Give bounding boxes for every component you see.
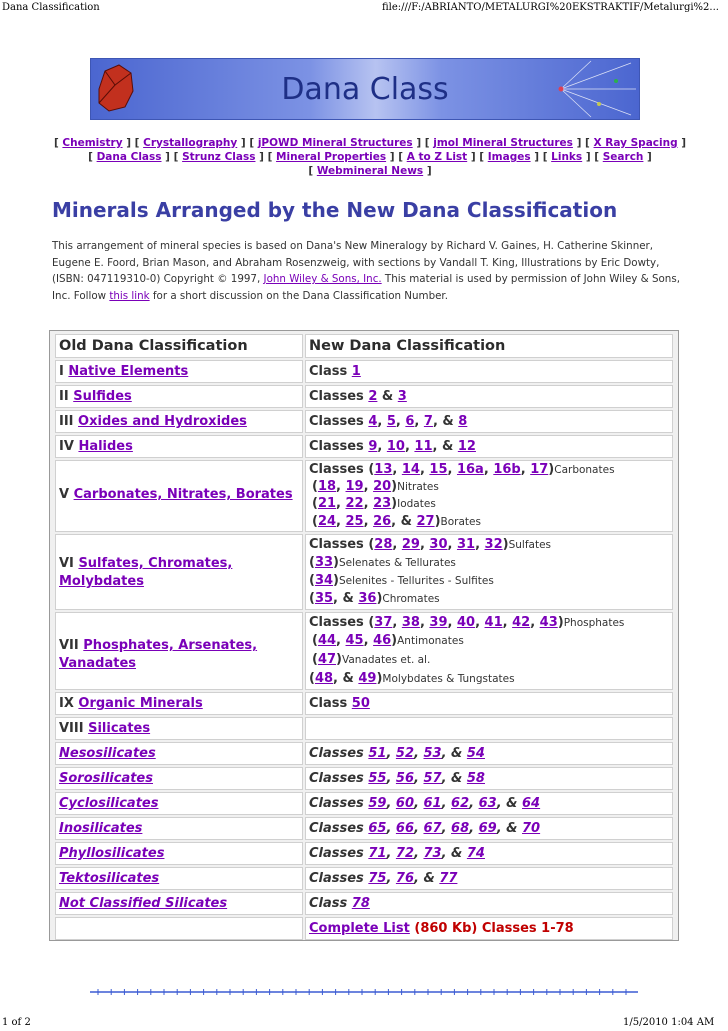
row-sulfides-new: Classes 2 & 3	[305, 385, 673, 408]
nav-dana-link[interactable]: Dana Class	[96, 151, 162, 163]
row-oxides-old: III Oxides and Hydroxides	[55, 410, 303, 433]
class-link[interactable]: 41	[484, 615, 503, 630]
row-sulfates-new: Classes (28, 29, 30, 31, 32)Sulfates (33)Selenates & Tellurates (34)Selenites - Tellurites - Sulfites (35, & 36)Chromates	[305, 534, 673, 610]
row-oxides-new: Classes 4, 5, 6, 7, & 8	[305, 410, 673, 433]
class-link[interactable]: 9	[368, 439, 378, 454]
class-link[interactable]: 72	[395, 846, 414, 861]
row-phyllosilicates-old	[55, 842, 303, 865]
class-link[interactable]: 50	[351, 696, 370, 711]
class-link[interactable]: 36	[358, 591, 377, 606]
row-native-elements-old: I Native Elements	[55, 360, 303, 383]
class-link[interactable]: 53	[423, 746, 442, 761]
class-link[interactable]: 76	[395, 871, 414, 886]
nav-search-link[interactable]: Search	[602, 151, 644, 163]
class-link[interactable]: 25	[345, 514, 364, 529]
class-link[interactable]: 69	[478, 821, 497, 836]
class-link[interactable]: 21	[317, 496, 337, 511]
sorosilicates-link[interactable]: Sorosilicates	[59, 771, 153, 786]
class-link[interactable]: 68	[451, 821, 470, 836]
class-link[interactable]: 40	[456, 615, 476, 630]
class-link[interactable]: 64	[522, 796, 541, 811]
nav-line-3: [ Webmineral News ]	[308, 165, 432, 177]
header-new-dana: New Dana Classification	[305, 334, 673, 358]
row-cyclosilicates-old	[55, 792, 303, 815]
row-organic-old: IX Organic Minerals	[55, 692, 303, 715]
row-carbonates-new: Classes (13, 14, 15, 16a, 16b, 17)Carbonates (18, 19, 20)Nitrates (21, 22, 23)Iodates (24, 25, 26, & 27)Borates	[305, 460, 673, 532]
inosilicates-link[interactable]: Inosilicates	[59, 821, 143, 836]
class-link[interactable]: 78	[351, 896, 370, 911]
cyclosilicates-link[interactable]: Cyclosilicates	[59, 796, 159, 811]
print-header-title: Dana Classification	[2, 2, 100, 13]
intro-text-3: for a short discussion on the Dana Classification Number.	[149, 289, 448, 302]
class-link[interactable]: 62	[451, 796, 470, 811]
tektosilicates-link[interactable]: Tektosilicates	[59, 871, 160, 886]
intro-text-2: This material is used by permission of John Wiley & Sons, Inc. Follow	[52, 273, 680, 302]
row-not-classified-new: Class 78	[305, 892, 673, 915]
class-link[interactable]: 24	[317, 514, 337, 529]
class-link[interactable]: 46	[373, 633, 392, 648]
class-link[interactable]: 54	[466, 746, 485, 761]
class-link[interactable]: 28	[374, 537, 393, 552]
class-link[interactable]: 29	[401, 537, 420, 552]
class-link[interactable]: 15	[429, 462, 448, 477]
row-halides-old: IV Halides	[55, 435, 303, 458]
nesosilicates-link[interactable]: Nesosilicates	[59, 746, 156, 761]
class-link[interactable]: 30	[429, 537, 448, 552]
phosphates-link[interactable]: Phosphates, Arsenates, Vanadates	[59, 638, 258, 671]
class-link[interactable]: 57	[423, 771, 442, 786]
class-link[interactable]: 49	[358, 671, 377, 686]
class-link[interactable]: 61	[423, 796, 442, 811]
intro-paragraph	[52, 238, 680, 304]
class-link[interactable]: 5	[386, 414, 396, 429]
class-link[interactable]: 32	[484, 537, 503, 552]
class-link[interactable]: 27	[416, 514, 435, 529]
row-phosphates-old: VII Phosphates, Arsenates, Vanadates	[55, 612, 303, 690]
class-link[interactable]: 77	[439, 871, 458, 886]
row-organic-new: Class 50	[305, 692, 673, 715]
class-link[interactable]: 23	[373, 496, 392, 511]
row-nesosilicates-new: Classes 51, 52, 53, & 54	[305, 742, 673, 765]
class-link[interactable]: 34	[314, 573, 334, 588]
row-sorosilicates-old	[55, 767, 303, 790]
class-link[interactable]: 10	[386, 439, 405, 454]
row-complete-list	[305, 917, 673, 940]
nav-crystallography-link[interactable]: Crystallography	[143, 137, 238, 149]
silicates-link[interactable]: Silicates	[88, 721, 151, 736]
native-elements-link[interactable]: Native Elements	[68, 364, 189, 379]
class-link[interactable]: 26	[373, 514, 392, 529]
sulfates-link[interactable]: Sulfates, Chromates, Molybdates	[59, 556, 233, 589]
row-nesosilicates-old	[55, 742, 303, 765]
class-link[interactable]: 18	[317, 479, 337, 494]
class-link[interactable]: 19	[345, 479, 364, 494]
class-link[interactable]: 11	[414, 439, 433, 454]
print-footer-page: 1 of 2	[2, 1017, 31, 1028]
print-header-url: file:///F:/ABRIANTO/METALURGI%20EKSTRAKTIF/Metalurgi%2...	[382, 2, 719, 13]
row-phyllosilicates-new: Classes 71, 72, 73, & 74	[305, 842, 673, 865]
class-link[interactable]: 55	[368, 771, 387, 786]
class-link[interactable]: 33	[314, 555, 334, 570]
complete-list-size: (860 Kb) Classes 1-78	[414, 921, 574, 936]
class-link[interactable]: 20	[373, 479, 392, 494]
nav-images-link[interactable]: Images	[487, 151, 531, 163]
class-link[interactable]: 37	[374, 615, 393, 630]
header-old-dana: Old Dana Classification	[55, 334, 303, 358]
class-link[interactable]: 51	[368, 746, 387, 761]
nav-webmineral-news-link[interactable]: Webmineral News	[316, 165, 424, 177]
class-link[interactable]: 39	[429, 615, 448, 630]
class-link[interactable]: 1	[351, 364, 361, 379]
class-link[interactable]: 66	[395, 821, 414, 836]
class-link[interactable]: 35	[314, 591, 334, 606]
halides-link[interactable]: Halides	[78, 439, 133, 454]
class-link[interactable]: 13	[374, 462, 393, 477]
organic-minerals-link[interactable]: Organic Minerals	[78, 696, 203, 711]
nav-properties-link[interactable]: Mineral Properties	[276, 151, 387, 163]
class-link[interactable]: 56	[395, 771, 414, 786]
row-silicates-old: VIII Silicates	[55, 717, 303, 740]
class-link[interactable]: 8	[458, 414, 468, 429]
page-title: Minerals Arranged by the New Dana Classification	[52, 198, 618, 222]
phyllosilicates-link[interactable]: Phyllosilicates	[59, 846, 165, 861]
carbonates-link[interactable]: Carbonates, Nitrates, Borates	[73, 487, 293, 502]
class-link[interactable]: 14	[401, 462, 420, 477]
nav-jmol-link[interactable]: jmol Mineral Structures	[433, 137, 573, 149]
decorative-scale-bar	[90, 988, 638, 996]
complete-list-link[interactable]: Complete List	[309, 921, 410, 936]
class-link[interactable]: 2	[368, 389, 378, 404]
nav-links-link[interactable]: Links	[551, 151, 583, 163]
row-complete-empty	[55, 917, 303, 940]
row-carbonates-old: V Carbonates, Nitrates, Borates	[55, 460, 303, 532]
sulfides-link[interactable]: Sulfides	[73, 389, 132, 404]
class-link[interactable]: 31	[456, 537, 476, 552]
class-link[interactable]: 65	[368, 821, 387, 836]
row-phosphates-new: Classes (37, 38, 39, 40, 41, 42, 43)Phosphates (44, 45, 46)Antimonates (47)Vanadates et. al. (48, & 49)Molybdates & Tungstates	[305, 612, 673, 690]
class-link[interactable]: 16a	[456, 462, 484, 477]
class-link[interactable]: 60	[395, 796, 414, 811]
class-link[interactable]: 59	[368, 796, 387, 811]
class-link[interactable]: 52	[395, 746, 414, 761]
class-link[interactable]: 48	[314, 671, 334, 686]
class-link[interactable]: 4	[368, 414, 378, 429]
class-link[interactable]: 7	[423, 414, 433, 429]
row-silicates-new	[305, 717, 673, 740]
class-link[interactable]: 75	[368, 871, 387, 886]
class-link[interactable]: 67	[423, 821, 442, 836]
nav-strunz-link[interactable]: Strunz Class	[182, 151, 256, 163]
row-native-elements-new: Class 1	[305, 360, 673, 383]
oxides-link[interactable]: Oxides and Hydroxides	[78, 414, 247, 429]
nav-atoz-link[interactable]: A to Z List	[406, 151, 468, 163]
row-not-classified-old	[55, 892, 303, 915]
dana-class-banner	[90, 58, 640, 120]
this-link[interactable]: this link	[109, 289, 150, 302]
class-link[interactable]: 73	[423, 846, 442, 861]
row-halides-new: Classes 9, 10, 11, & 12	[305, 435, 673, 458]
class-link[interactable]: 6	[405, 414, 415, 429]
class-link[interactable]: 16b	[493, 462, 521, 477]
class-link[interactable]: 74	[466, 846, 485, 861]
class-link[interactable]: 71	[368, 846, 387, 861]
wiley-link[interactable]: John Wiley & Sons, Inc.	[263, 273, 382, 285]
class-link[interactable]: 47	[317, 652, 337, 667]
not-classified-silicates-link[interactable]: Not Classified Silicates	[59, 896, 228, 911]
class-link[interactable]: 12	[457, 439, 476, 454]
class-link[interactable]: 42	[512, 615, 531, 630]
row-sorosilicates-new: Classes 55, 56, 57, & 58	[305, 767, 673, 790]
class-link[interactable]: 17	[530, 462, 549, 477]
nav-line-1: [ Chemistry ] [ Crystallography ] [ jPOWD Mineral Structures ] [ jmol Mineral Structures ] [ X Ray Spacing ]	[53, 137, 687, 149]
class-link[interactable]: 45	[345, 633, 364, 648]
class-link[interactable]: 70	[522, 821, 541, 836]
class-link[interactable]: 43	[539, 615, 558, 630]
row-inosilicates-old	[55, 817, 303, 840]
row-sulfides-old: II Sulfides	[55, 385, 303, 408]
print-footer-date: 1/5/2010 1:04 AM	[623, 1017, 715, 1028]
nav-line-2: [ Dana Class ] [ Strunz Class ] [ Mineral Properties ] [ A to Z List ] [ Images ] [ Links ] [ Search ]	[88, 151, 652, 163]
row-tektosilicates-old	[55, 867, 303, 890]
banner-title: Dana Class	[281, 72, 449, 107]
class-link[interactable]: 38	[401, 615, 420, 630]
class-link[interactable]: 44	[317, 633, 337, 648]
class-link[interactable]: 22	[345, 496, 364, 511]
nav-chemistry-link[interactable]: Chemistry	[62, 137, 123, 149]
row-inosilicates-new: Classes 65, 66, 67, 68, 69, & 70	[305, 817, 673, 840]
class-link[interactable]: 58	[466, 771, 485, 786]
nav-jpowd-link[interactable]: jPOWD Mineral Structures	[257, 137, 413, 149]
row-cyclosilicates-new: Classes 59, 60, 61, 62, 63, & 64	[305, 792, 673, 815]
row-sulfates-old: VI Sulfates, Chromates, Molybdates	[55, 534, 303, 610]
row-tektosilicates-new: Classes 75, 76, & 77	[305, 867, 673, 890]
class-link[interactable]: 63	[478, 796, 497, 811]
intro-text-1: This arrangement of mineral species is based on Dana's New Mineralogy by Richard V. Gaines, H. Catherine Skinner, Eugene E. Foord, Brian Mason, and Abraham Rosenzweig, with sections by Vandall T. King, Illustrations by Eric Dowty, (ISBN: 047119310-0) Copyright © 1997,	[52, 240, 660, 285]
class-link[interactable]: 3	[397, 389, 407, 404]
nav-xray-link[interactable]: X Ray Spacing	[593, 137, 678, 149]
